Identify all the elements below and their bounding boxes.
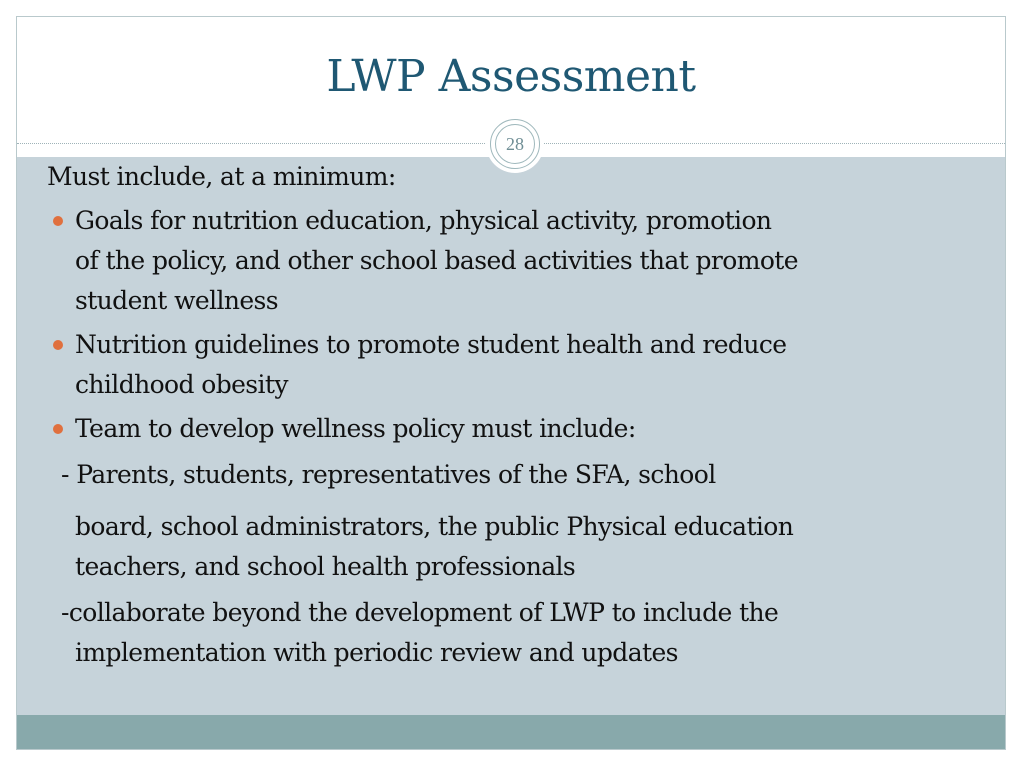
bullet-line: Nutrition guidelines to promote student health and reduce xyxy=(75,330,787,359)
sub-item-collaborate-line: -collaborate beyond the development of LWP to include the xyxy=(61,598,779,627)
intro-text: Must include, at a minimum: xyxy=(47,162,396,191)
bullet-line: of the policy, and other school based activities that promote xyxy=(75,246,798,275)
bullet-dot-icon xyxy=(53,216,63,226)
page-number: 28 xyxy=(495,124,535,164)
bullet-item-goals xyxy=(47,201,987,321)
bullet-line: Team to develop wellness policy must include: xyxy=(75,414,636,443)
sub-item-members-line: board, school administrators, the public Physical education xyxy=(75,512,794,541)
slide xyxy=(16,16,1006,750)
bullet-line: student wellness xyxy=(75,286,279,315)
sub-item-members-line: - Parents, students, representatives of the SFA, school xyxy=(61,460,716,489)
footer-bar xyxy=(17,715,1005,750)
bullet-line: Goals for nutrition education, physical activity, promotion xyxy=(75,206,772,235)
sub-item-collaborate-line: implementation with periodic review and updates xyxy=(75,638,678,667)
bullet-item-nutrition xyxy=(47,325,987,405)
slide-title: LWP Assessment xyxy=(326,51,696,102)
bullet-dot-icon xyxy=(53,340,63,350)
slide-body xyxy=(47,157,987,673)
sub-item-members-line: teachers, and school health professionals xyxy=(75,552,576,581)
bullet-item-team xyxy=(47,409,987,449)
bullet-dot-icon xyxy=(53,424,63,434)
bullet-line: childhood obesity xyxy=(75,370,288,399)
